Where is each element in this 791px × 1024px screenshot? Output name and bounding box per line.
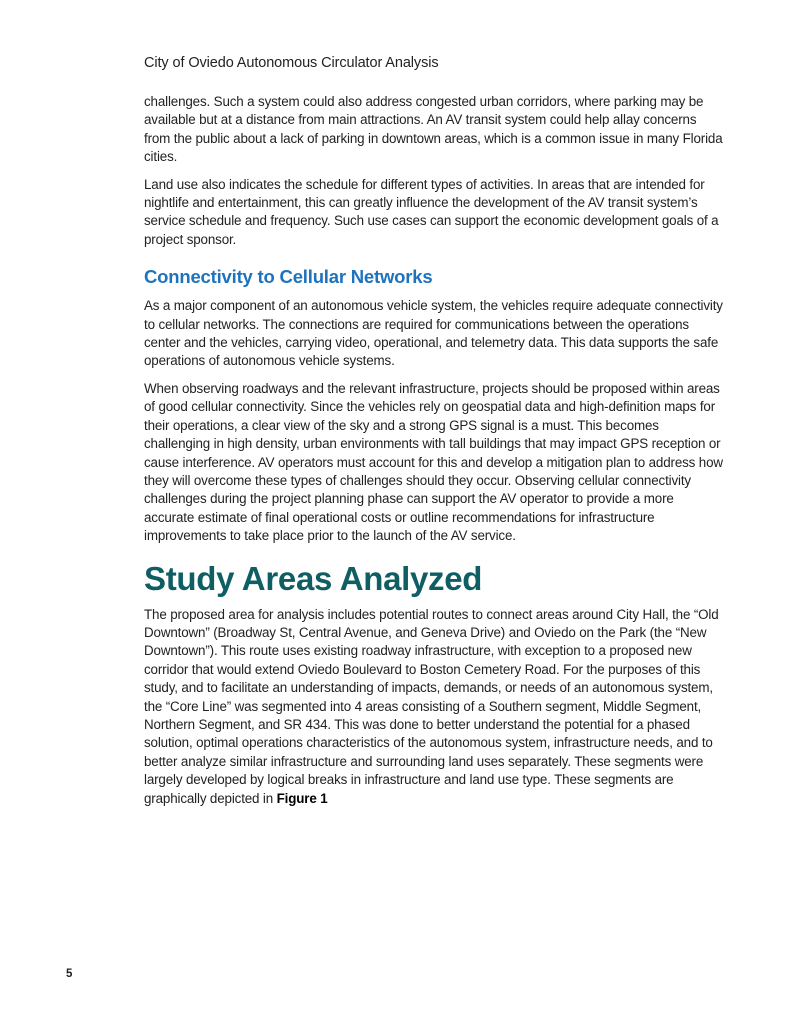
- paragraph-connectivity-intro: As a major component of an autonomous vehicle system, the vehicles require adequate connectivity to cellular networks. The connections are required for communications between the operations center and the vehicles, carrying video, operational, and telemetry data. This data supports the safe operations of autonomous vehicle systems.: [144, 298, 723, 369]
- heading-connectivity: Connectivity to Cellular Networks: [144, 266, 433, 288]
- paragraph-connectivity-detail: When observing roadways and the relevant infrastructure, projects should be proposed within areas of good cellular connectivity. Since the vehicles rely on geospatial data and high-definition maps for their operations, a clear view of the sky and a strong GPS signal is a must. This becomes challenging in high density, urban environments with tall buildings that may impact GPS reception or cause interference. AV operators must account for this and develop a mitigation plan to address how they will overcome these types of challenges should they occur. Observing cellular connectivity challenges during the project planning phase can support the AV operator to provide a more accurate estimate of final operational costs or outline recommendations for infrastructure improvements to take place prior to the launch of the AV service.: [144, 380, 723, 544]
- heading-study-areas: Study Areas Analyzed: [144, 559, 483, 597]
- page-number: 5: [66, 968, 73, 980]
- running-header: City of Oviedo Autonomous Circulator Analysis: [144, 55, 439, 71]
- paragraph-study-areas: [144, 606, 724, 808]
- study-areas-text: The proposed area for analysis includes potential routes to connect areas around City Hall, the “Old Downtown” (Broadway St, Central Avenue, and Geneva Drive) and Oviedo on the Park (the “New Downtown”). This route uses existing roadway infrastructure, with exception to a proposed new corridor that would extend Oviedo Boulevard to Boston Cemetery Road. For the purposes of this study, and to facilitate an understanding of impacts, demands, or needs of an autonomous system, the “Core Line” was segmented into 4 areas consisting of a Southern segment, Middle Segment, Northern Segment, and SR 434. This was done to better understand the potential for a phased solution, optimal operations characteristics of the autonomous system, infrastructure needs, and to better analyze similar infrastructure and surrounding land uses separately. These segments were largely developed by logical breaks in infrastructure and land use type. These segments are graphically depicted in: [144, 606, 719, 806]
- paragraph-parking: challenges. Such a system could also address congested urban corridors, where parking may be available but at a distance from main attractions. An AV transit system could help allay concerns from the public about a lack of parking in downtown areas, which is a common issue in many Florida cities.: [144, 94, 723, 165]
- paragraph-land-use: Land use also indicates the schedule for different types of activities. In areas that are intended for nightlife and entertainment, this can greatly influence the development of the AV transit system’s service schedule and frequency. Such use cases can support the economic development goals of a project sponsor.: [144, 176, 719, 247]
- figure-reference-link[interactable]: Figure 1: [276, 790, 328, 806]
- document-body: [144, 93, 724, 817]
